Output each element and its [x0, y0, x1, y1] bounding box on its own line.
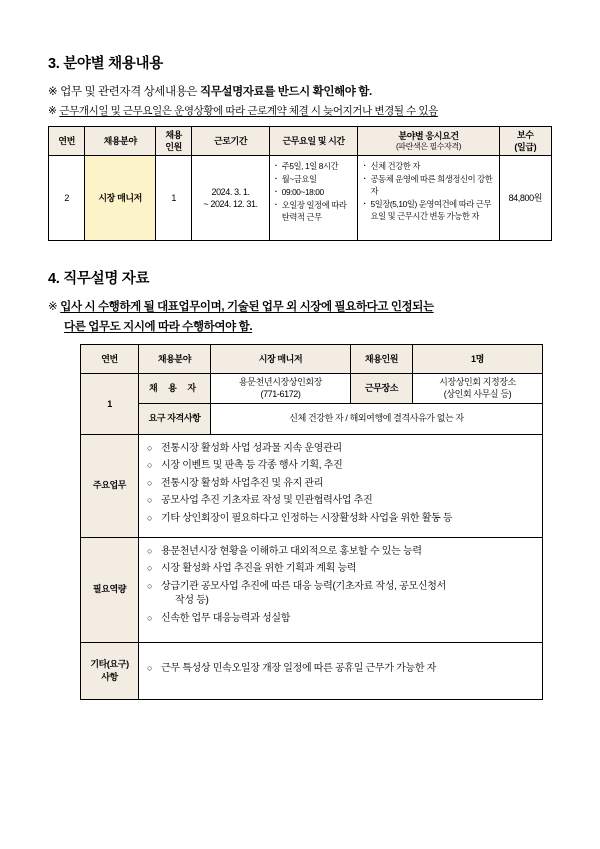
list-item: ○ 기타 상인회장이 필요하다고 인정하는 시장활성화 사업을 위한 활동 등: [147, 512, 539, 527]
cell-duties-value: [139, 434, 543, 537]
th-field-label: 채용분야: [139, 345, 211, 374]
list-item: ○ 공모사업 추진 기초자료 작성 및 민관협력사업 추진: [147, 494, 539, 509]
table-header-row: [81, 345, 543, 374]
cell-duties-label: 주요업무: [81, 434, 139, 537]
cell-no: 2: [49, 156, 85, 241]
cell-competency-value: [139, 537, 543, 642]
list-item: · 5일장(5,10일) 운영여건에 따라 근무요일 및 근무시간 변동 가능한 자: [362, 198, 494, 222]
competency-item-3-line1: 상급기관 공모사업 추진에 따른 대응 능력(기초자료 작성, 공모신청서: [161, 580, 446, 592]
etc-label-line2: 사항: [101, 671, 118, 682]
list-item: ○ 시장 활성화 사업 추진을 위한 기획과 계획 능력: [147, 562, 539, 577]
list-item: [147, 580, 539, 609]
section-3-title: 3. 분야별 채용내용: [48, 56, 163, 72]
cell-qualification-value: 신체 건강한 자 / 해외여행에 결격사유가 없는 자: [211, 403, 543, 434]
table-row: [81, 403, 543, 434]
recruitment-table-wrapper: [48, 126, 552, 241]
th-requirements-sub: (파란색은 필수자격): [396, 141, 462, 151]
note-text: 업무 및 관련자격 상세내용은: [60, 86, 200, 98]
th-count-value: 1명: [413, 345, 543, 374]
employer-label-text: 채 용 자: [148, 383, 201, 394]
list-item: ○ 전통시장 활성화 사업추진 및 유지 관리: [147, 477, 539, 492]
section-3-note-2: [48, 103, 552, 118]
competency-item-3-line2: 작성 등): [175, 595, 209, 607]
employer-name: 용문천년시장상인회장: [239, 377, 322, 388]
cell-period: [192, 156, 269, 241]
cell-employer-value: [211, 374, 351, 403]
list-item: ○ 전통시장 활성화 사업 성과물 지속 운영관리: [147, 442, 539, 457]
th-schedule: 근무요일 및 시간: [269, 127, 358, 156]
list-item: ○ 근무 특성상 민속오일장 개장 일정에 따른 공휴일 근무가 가능한 자: [147, 662, 539, 677]
table-row: [81, 537, 543, 642]
competency-list: [147, 545, 539, 627]
th-pay: 보수 (일급): [499, 127, 551, 156]
th-no: 연번: [81, 345, 139, 374]
table-row: [49, 156, 552, 241]
section-4-note-line2: [48, 318, 552, 334]
cell-schedule: [269, 156, 358, 241]
list-item: · 주5일, 1일 8시간: [274, 160, 354, 172]
th-field-value: 시장 매니저: [211, 345, 351, 374]
schedule-list: [274, 160, 354, 223]
section-3: [48, 52, 552, 241]
section-4: [48, 267, 552, 699]
cell-period-line1: 2024. 3. 1.: [211, 187, 250, 198]
th-count: 채용 인원: [155, 127, 191, 156]
cell-etc-value: [139, 642, 543, 699]
table-row: [81, 374, 543, 403]
list-item: · 오일장 일정에 따라 탄력적 근무: [274, 199, 354, 223]
duties-list: [147, 442, 539, 527]
section-3-note-1: [48, 83, 552, 99]
list-item: · 공동체 운영에 따른 희생정신이 강한 자: [362, 173, 494, 197]
job-description-table: [80, 344, 543, 699]
section-4-note-line1: [48, 298, 552, 314]
note-mark: ※: [48, 86, 58, 98]
note-mark: ※: [48, 301, 58, 314]
th-period: 근로기간: [192, 127, 269, 156]
cell-requirements: [358, 156, 499, 241]
cell-etc-label: [81, 642, 139, 699]
note-text: 다른 업무도 지시에 따라 수행하여야 함.: [64, 321, 253, 334]
etc-list: [147, 662, 539, 677]
th-count-label: 채용인원: [351, 345, 413, 374]
note-text: 근무개시일 및 근무요일은 운영상황에 따라 근로계약 체결 시 늦어지거나 변경될 수 있음: [59, 105, 438, 117]
cell-count: 1: [155, 156, 191, 241]
job-description-table-wrapper: [48, 344, 552, 699]
th-requirements-main: 분야별 응시요건: [398, 130, 459, 141]
recruitment-table: [48, 126, 552, 241]
cell-competency-label: 필요역량: [81, 537, 139, 642]
table-row: [81, 434, 543, 537]
table-row: [81, 642, 543, 699]
employer-phone: (771-6172): [260, 389, 301, 400]
cell-pay: 84,800원: [499, 156, 551, 241]
workplace-line2: (상인회 사무실 등): [443, 389, 512, 400]
cell-workplace-value: [413, 374, 543, 403]
th-field: 채용분야: [85, 127, 156, 156]
cell-qualification-label: 요구 자격사항: [139, 403, 211, 434]
requirements-list: [362, 160, 494, 222]
th-no: 연번: [49, 127, 85, 156]
workplace-line1: 시장상인회 지정장소: [439, 377, 516, 388]
section-4-title: 4. 직무설명 자료: [48, 271, 150, 288]
list-item: · 09:00~18:00: [274, 186, 354, 198]
list-item: ○ 시장 이벤트 및 판촉 등 각종 행사 기획, 추진: [147, 459, 539, 474]
th-requirements: [358, 127, 499, 156]
list-item: · 신체 건강한 자: [362, 160, 494, 172]
list-item: ○ 신속한 업무 대응능력과 성실함: [147, 612, 539, 627]
note-text: 입사 시 수행하게 될 대표업무이며, 기술된 업무 외 시장에 필요하다고 인정되는: [60, 301, 434, 314]
list-item: ○ 용문천년시장 현황을 이해하고 대외적으로 홍보할 수 있는 능력: [147, 545, 539, 560]
etc-label-line1: 기타(요구): [90, 659, 129, 670]
cell-row-no: 1: [81, 374, 139, 434]
cell-period-line2: ~ 2024. 12. 31.: [203, 199, 258, 210]
list-item: · 월~금요일: [274, 173, 354, 185]
note-text-bold: 직무설명자료를 반드시 확인해야 함.: [199, 86, 372, 98]
cell-employer-label: [139, 374, 211, 403]
cell-field: 시장 매니저: [85, 156, 156, 241]
table-header-row: [49, 127, 552, 156]
cell-workplace-label: 근무장소: [351, 374, 413, 403]
note-mark: ※: [48, 105, 57, 117]
